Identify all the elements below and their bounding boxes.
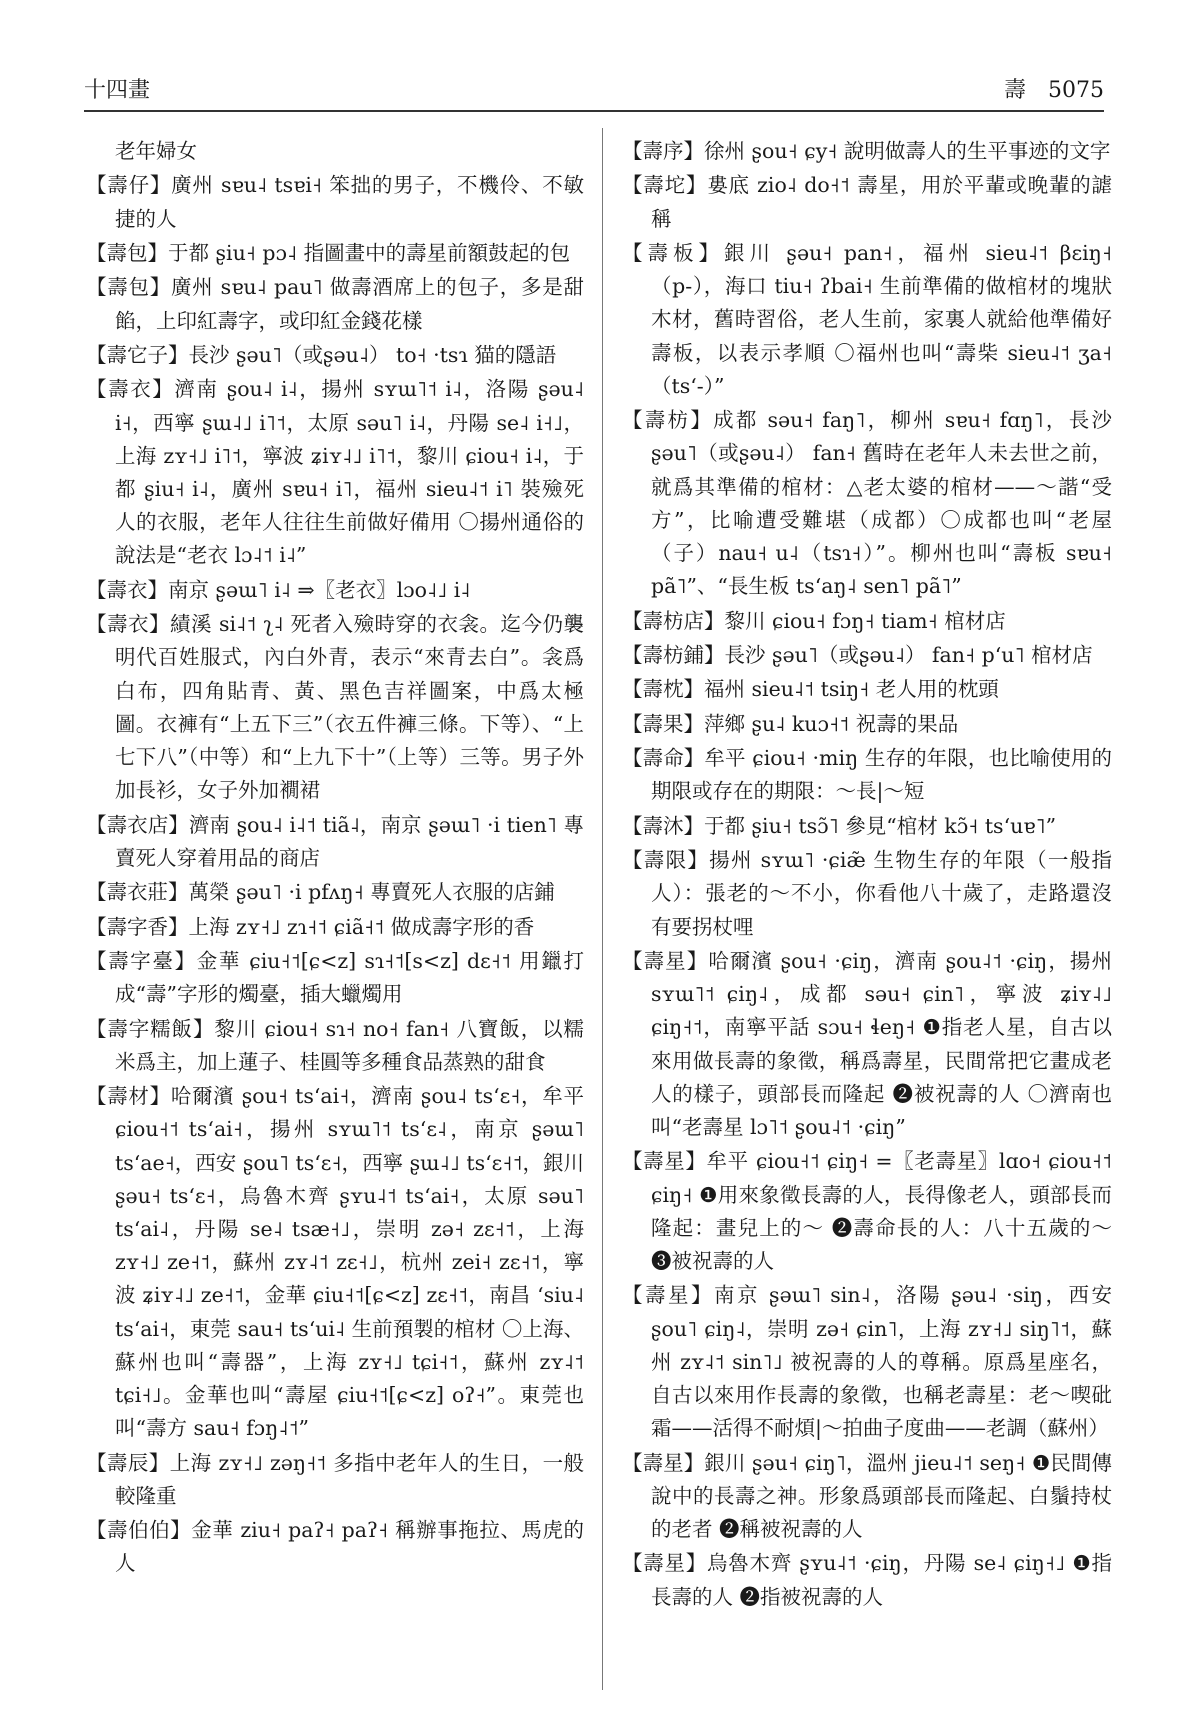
column-divider: [602, 128, 603, 1690]
dictionary-entry: 【壽枋】成都 səu˧ faŋ˥，柳州 sɐu˧ fɑŋ˥，長沙 ʂəu˥（或ʂəu˨） fan˧ 舊時在老年人未去世之前，就爲其準備的棺材：△老太婆的棺材——～諧“受方”，比喻遭受難堪（成都）〇成都也叫“老屋（子）nau˧ u˨（tsɿ˧）”。柳州也叫“壽板 sɐu˧ pã˥”、“長生板 tsʻaŋ˨ sen˥ pã˥”: [622, 408, 1112, 599]
dictionary-entry: 【壽衣店】濟南 ʂou˨ i˨˦ tiã˨，南京 ʂəɯ˥ ·i tien˥ 專賣死人穿着用品的商店: [86, 812, 584, 870]
dictionary-entry: 【壽材】哈爾濱 ʂou˧ tsʻai˧，濟南 ʂou˨ tsʻɛ˧，牟平 ɕiou˧˦ tsʻai˧，揚州 sʏɯ˥˦ tsʻɛ˨，南京 ʂəɯ˥ tsʻae˧，西安 ʂou˥ tsʻɛ˧，西寧 ʂɯ˨˩ tsʻɛ˧˦，銀川 ʂəu˧ tsʻɛ˧，烏魯木齊 ʂʏu˨˦ tsʻai˧，太原 səu˥ tsʻai˨，丹陽 se˨ tsæ˧˩，崇明 zə˧ zɛ˧˦，上海 zʏ˧˩ ze˧˦，蘇州 zʏ˨˦ zɛ˧˩，杭州 zei˧ zɛ˧˦，寧波 ʑiʏ˨˩ ze˧˦，金華 ɕiu˧˦[ɕ<z] zɛ˧˦，南昌 ʻsiu˨ tsʻai˧，東莞 sau˧ tsʻui˨ 生前預製的棺材 〇上海、蘇州也叫“壽器”，上海 zʏ˧˩ tɕi˧˦，蘇州 zʏ˨˦ tɕi˧˩。金華也叫“壽屋 ɕiu˧˦[ɕ<z] oʔ˧”。東莞也叫“壽方 sau˧ fɔŋ˨˦”: [86, 1084, 584, 1441]
dictionary-entry: 【壽枋鋪】長沙 ʂəu˥（或ʂəu˨） fan˧ pʻu˥ 棺材店: [622, 642, 1093, 667]
dictionary-entry: 【壽辰】上海 zʏ˧˩ zəŋ˧˦ 多指中老年人的生日，一般較隆重: [86, 1450, 584, 1508]
dictionary-entry: 【壽枋店】黎川 ɕiou˧ fɔŋ˧ tiam˧ 棺材店: [622, 608, 1006, 633]
dictionary-entry: 【壽坨】婁底 zio˨ do˧˦ 壽星，用於平輩或晚輩的謔稱: [622, 173, 1112, 231]
right-column: [622, 135, 1112, 1615]
dictionary-entry: 【壽包】于都 ʂiu˧ pɔ˨ 指圖畫中的壽星前額鼓起的包: [86, 240, 571, 265]
dictionary-entry: 【壽仔】廣州 sɐu˨ tsɐi˧ 笨拙的男子，不機伶、不敏捷的人: [86, 173, 584, 231]
dictionary-entry: 【壽星】南京 ʂəɯ˥ sin˨，洛陽 ʂəu˨ ·siŋ，西安 ʂou˥ ɕiŋ˨，崇明 zə˧ ɕin˥，上海 zʏ˧˩ siŋ˥˦，蘇州 zʏ˨˦ sin˥˩ 被祝壽的人的尊稱。原爲星座名，自古以來用作長壽的象徵，也稱老壽星：老～喫砒霜——活得不耐煩|～拍曲子度曲——老調（蘇州）: [622, 1283, 1112, 1441]
dictionary-entry: 【壽限】揚州 sʏɯ˥ ·ɕiæ̃ 生物生存的年限（一般指人）：張老的～不小，你看他八十歲了，走路還沒有要拐杖哩: [622, 848, 1112, 939]
header-rule: [84, 110, 1104, 112]
dictionary-entry: 【壽命】牟平 ɕiou˧ ·miŋ 生存的年限，也比喻使用的期限或存在的期限：～長|～短: [622, 746, 1112, 804]
dictionary-entry: 【壽果】萍鄉 ʂu˨ kuɔ˧˦ 祝壽的果品: [622, 711, 959, 736]
dictionary-entry: 【壽星】牟平 ɕiou˧˦ ɕiŋ˧ =〖老壽星〗lɑo˧ ɕiou˧˦ ɕiŋ˧ ❶用來象徵長壽的人，長得像老人，頭部長而隆起：畫兒上的～ ❷壽命長的人：八十五歲的～ ❸被祝壽的人: [622, 1149, 1112, 1273]
dictionary-entry: 【壽衣莊】萬榮 ʂəu˥ ·i pfʌŋ˧ 專賣死人衣服的店鋪: [86, 880, 555, 905]
running-head: [84, 68, 1104, 104]
dictionary-entry: 【壽字糯飯】黎川 ɕiou˧ sɿ˧ no˧ fan˧ 八寶飯，以糯米爲主，加上蓮子、桂圓等多種食品蒸熟的甜食: [86, 1016, 584, 1074]
dictionary-entry: 【壽字香】上海 zʏ˧˩ zɿ˧˦ ɕiã˧˦ 做成壽字形的香: [86, 914, 535, 939]
dictionary-entry: 【壽衣】績溪 si˨˦ ʅ˨ 死者入殮時穿的衣衾。迄今仍襲明代百姓服式，內白外青，表示“來青去白”。衾爲白布，四角貼青、黃、黑色吉祥圖案，中爲太極圖。衣褲有“上五下三”（衣五件褲三條。下等）、“上七下八”（中等）和“上九下十”（上等）三等。男子外加長衫，女子外加襉裙: [86, 612, 584, 803]
left-column: [86, 135, 584, 1582]
dictionary-entry: 【壽星】烏魯木齊 ʂʏu˨˦ ·ɕiŋ，丹陽 se˨ ɕiŋ˧˩ ❶指長壽的人 ❷指被祝壽的人: [622, 1551, 1112, 1609]
dictionary-entry: 【壽沐】于都 ʂiu˧ tsɔ̃˥ 參見“棺材 kɔ̃˧ tsʻuɐ˥”: [622, 813, 1057, 838]
headword-page-number: 壽 5075: [1004, 78, 1104, 103]
dictionary-entry: 【壽星】哈爾濱 ʂou˧ ·ɕiŋ，濟南 ʂou˨˦ ·ɕiŋ，揚州 sʏɯ˥˦ ɕiŋ˨，成都 səu˧ ɕin˥，寧波 ʑiʏ˨˩ ɕiŋ˧˦，南寧平話 sɔu˧ ɬeŋ˧ ❶指老人星，自古以來用做長壽的象徵，稱爲壽星，民間常把它畫成老人的樣子，頭部長而隆起 ❷被祝壽的人 〇濟南也叫“老壽星 lɔ˥˦ ʂou˨˦ ·ɕiŋ”: [622, 948, 1112, 1139]
dictionary-entry: 【壽板】銀川 ʂəu˧ pan˧，福州 sieu˨˦ βɛiŋ˧（p-），海口 tiu˧ ʔbai˧ 生前準備的做棺材的塊狀木材，舊時習俗，老人生前，家裏人就給他準備好壽板，以表示孝順 〇福州也叫“壽柴 sieu˨˦ ʒa˧（tsʻ-）”: [622, 240, 1112, 398]
dictionary-entry: 老年婦女: [115, 139, 197, 163]
dictionary-entry: 【壽序】徐州 ʂou˧ ɕy˧ 說明做壽人的生平事迹的文字: [622, 139, 1111, 163]
dictionary-entry: 【壽字臺】金華 ɕiu˧˦[ɕ<z] sɿ˧˦[s<z] dɛ˧˦ 用鑞打成“壽”字形的燭臺，插大蠟燭用: [86, 948, 584, 1007]
dictionary-entry: 【壽衣】南京 ʂəɯ˥ i˨ ⇒〖老衣〗lɔo˨˩ i˨: [86, 577, 471, 602]
dictionary-entry: 【壽星】銀川 ʂəu˧ ɕiŋ˥，溫州 jieu˨˦ seŋ˧ ❶民間傳說中的長壽之神。形象爲頭部長而隆起、白鬚持杖的老者 ❷稱被祝壽的人: [622, 1450, 1112, 1541]
section-label: 十四畫: [84, 78, 151, 103]
dictionary-entry: 【壽它子】長沙 ʂəu˥（或ʂəu˨） to˧ ·tsɿ 猫的隱語: [86, 342, 557, 367]
dictionary-entry: 【壽枕】福州 sieu˨˦ tsiŋ˧ 老人用的枕頭: [622, 677, 999, 702]
dictionary-entry: 【壽包】廣州 sɐu˨ pau˥ 做壽酒席上的包子，多是甜餡，上印紅壽字，或印紅金錢花樣: [86, 275, 584, 333]
dictionary-entry: 【壽衣】濟南 ʂou˨ i˨，揚州 sʏɯ˥˦ i˨，洛陽 ʂəu˨ i˧，西寧 ʂɯ˨˩ i˥˦，太原 səu˥ i˨，丹陽 se˨ i˧˩，上海 zʏ˧˩ i˥˦，寧波 ʑiʏ˨˩ i˥˦，黎川 ɕiou˧ i˨，于都 ʂiu˧ i˨，廣州 sɐu˧ i˥，福州 sieu˨˦ i˥ 裝殮死人的衣服，老年人往往生前做好備用 〇揚州通俗的說法是“老衣 lɔ˨˦ i˨”: [86, 377, 584, 568]
dictionary-entry: 【壽伯伯】金華 ziu˧ paʔ˧ paʔ˧ 稱辦事拖拉、馬虎的人: [86, 1518, 584, 1576]
